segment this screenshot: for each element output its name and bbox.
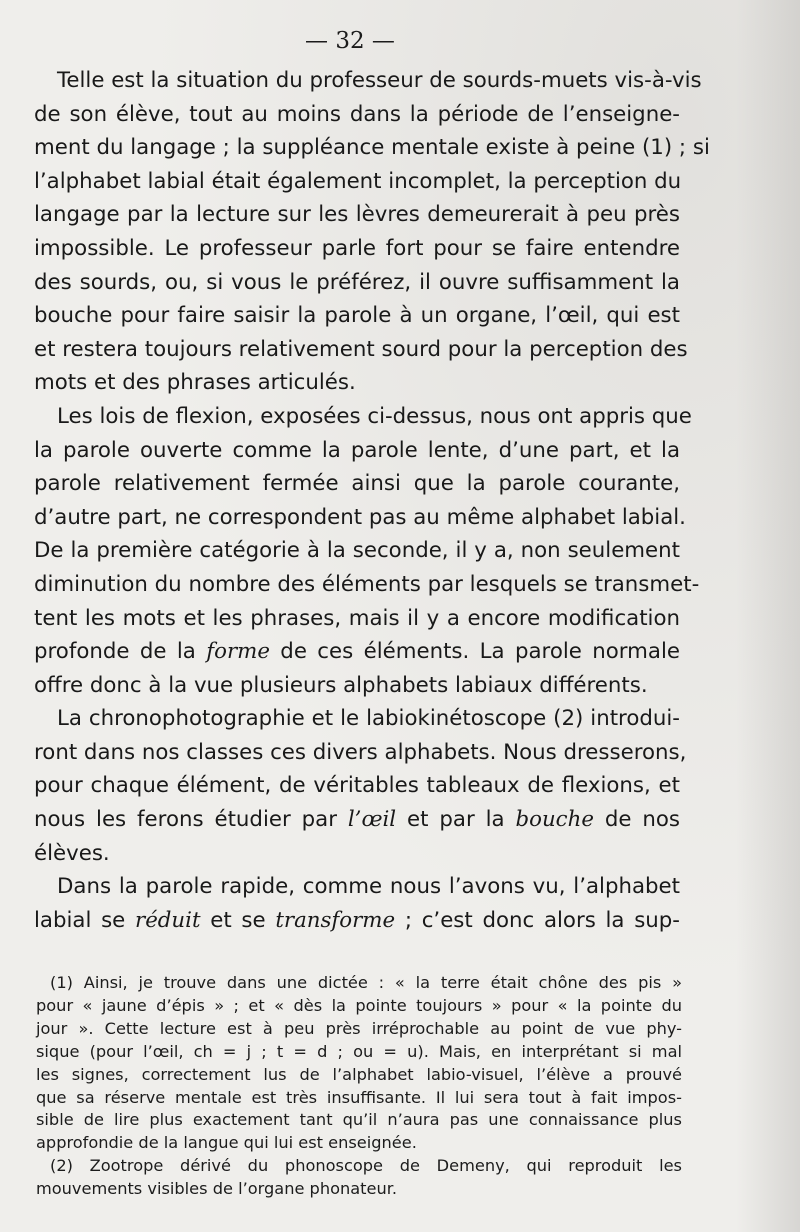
paragraph-4: [34, 870, 680, 937]
text-line: Les lois de flexion, exposées ci-dessus, nous ont appris que: [57, 403, 692, 429]
footnote-line: sible de lire plus exactement tant qu’il n’aura pas une connaissance plus: [36, 1110, 682, 1130]
footnote-line: pour « jaune d’épis » ; et « dès la pointe toujours » pour « la pointe du: [36, 995, 682, 1015]
footnotes: [36, 972, 682, 1201]
text-line: offre donc à la vue plusieurs alphabets labiaux différents.: [34, 672, 648, 698]
footnote-line: (2) Zootrope dérivé du phonoscope de Demeny, qui reproduit les: [50, 1156, 682, 1176]
text-line: labial se réduit et se transforme ; c’est donc alors la sup-: [34, 907, 680, 933]
text-line-with-italic: profonde de la forme de ces éléments. La parole normale: [34, 639, 680, 665]
footnote-line: (1) Ainsi, je trouve dans une dictée : « la terre était chône des pis »: [50, 973, 682, 992]
footnote-2: [36, 1155, 682, 1201]
text-line: des sourds, ou, si vous le préférez, il ouvre suffisamment la: [34, 269, 680, 295]
footnote-line: mouvements visibles de l’organe phonateur.: [36, 1179, 398, 1199]
footnote-line: sique (pour l’œil, ch = j ; t = d ; ou = u). Mais, en interprétant si mal: [36, 1041, 682, 1061]
page-number: — 32 —: [305, 28, 395, 54]
text-line: impossible. Le professeur parle fort pour se faire entendre: [34, 235, 680, 261]
text-line: la parole ouverte comme la parole lente, d’une part, et la: [34, 437, 680, 463]
text-line: l’alphabet labial était également incomplet, la perception du: [34, 168, 682, 194]
text-line: d’autre part, ne correspondent pas au même alphabet labial.: [34, 504, 686, 530]
text-line: parole relativement fermée ainsi que la parole courante,: [34, 471, 680, 497]
footnote-line: que sa réserve mentale est très insuffisante. Il lui sera tout à fait impos-: [36, 1087, 682, 1107]
text-line: ment du langage ; la suppléance mentale existe à peine (1) ; si: [34, 135, 710, 161]
footnote-1: [36, 972, 682, 1155]
footnote-line: jour ». Cette lecture est à peu près irréprochable au point de vue phy-: [36, 1018, 682, 1038]
text-line: tent les mots et les phrases, mais il y a encore modification: [34, 605, 680, 631]
text-line: diminution du nombre des éléments par lesquels se transmet-: [34, 571, 700, 597]
text-line: De la première catégorie à la seconde, il y a, non seulement: [34, 538, 680, 564]
paragraph-1: [34, 64, 710, 400]
text-line: pour chaque élément, de véritables tableaux de flexions, et: [34, 773, 680, 799]
text-line: bouche pour faire saisir la parole à un organe, l’œil, qui est: [34, 303, 680, 329]
text-line: ront dans nos classes ces divers alphabets. Nous dresserons,: [34, 739, 687, 765]
text-line: Telle est la situation du professeur de sourds-muets vis-à-vis: [57, 68, 702, 93]
paragraph-2: [34, 400, 700, 702]
text-line: Dans la parole rapide, comme nous l’avons vu, l’alphabet: [57, 874, 680, 900]
text-line: et restera toujours relativement sourd pour la perception des: [34, 336, 688, 362]
paragraph-3: [34, 702, 687, 870]
text-line: langage par la lecture sur les lèvres demeurerait à peu près: [34, 202, 680, 228]
text-line: nous les ferons étudier par l’œil et par la bouche de nos: [34, 807, 680, 833]
footnote-line: approfondie de la langue qui lui est enseignée.: [36, 1133, 417, 1153]
text-line: La chronophotographie et le labiokinétoscope (2) introdui-: [57, 706, 680, 732]
text-line: élèves.: [34, 840, 110, 866]
main-text: [34, 64, 710, 937]
text-line: mots et des phrases articulés.: [34, 370, 356, 396]
footnote-line: les signes, correctement lus de l’alphabet labio-visuel, l’élève a prouvé: [36, 1064, 682, 1084]
text-line: de son élève, tout au moins dans la période de l’enseigne-: [34, 101, 680, 127]
